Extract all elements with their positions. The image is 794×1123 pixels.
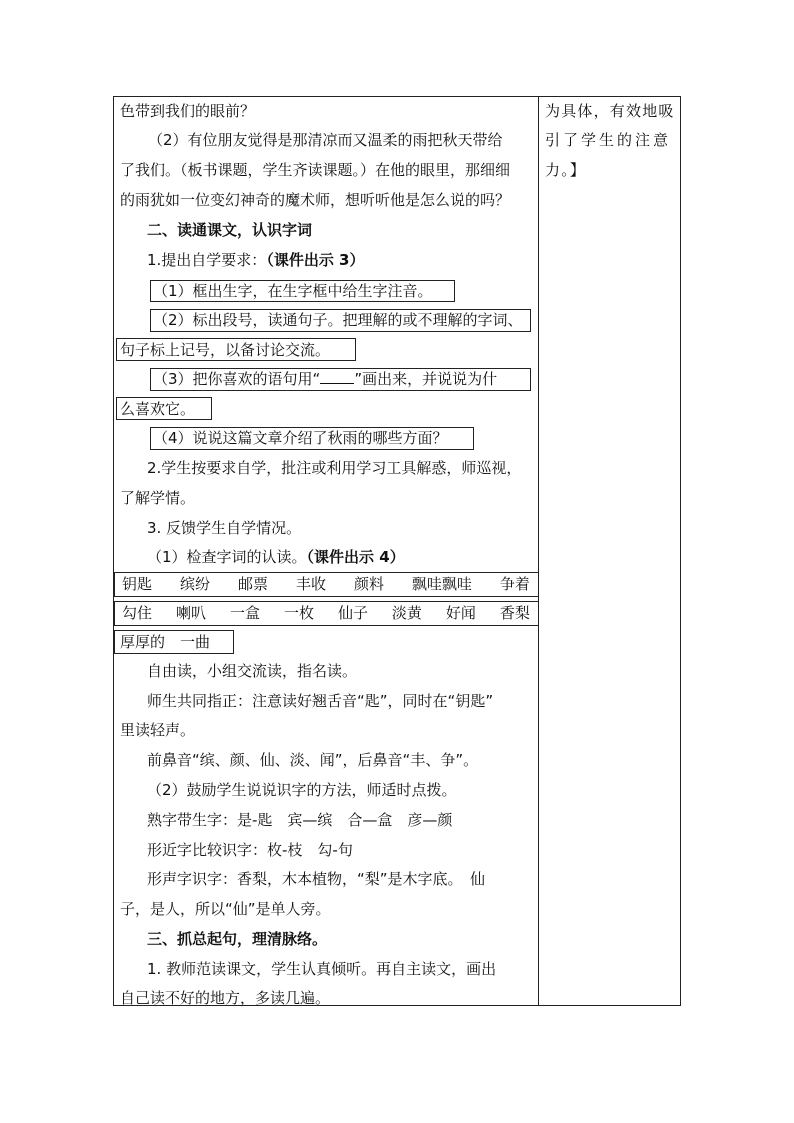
- text-line: 前鼻音“缤、颜、仙、淡、闻”，后鼻音“丰、争”。: [147, 751, 479, 769]
- lesson-table: [113, 96, 681, 1006]
- word-item: 好闻: [445, 604, 476, 622]
- word-list-row-2: [114, 603, 538, 623]
- requirement-2: （2）标出段号，读通句子。把理解的或不理解的字词、: [153, 311, 523, 329]
- text-line: 2.学生按要求自学，批注或利用学习工具解惑，师巡视，: [147, 459, 522, 477]
- word-item: 邮票: [237, 575, 268, 593]
- text-line: 色带到我们的眼前？: [120, 102, 256, 120]
- word-item: 颜料: [353, 575, 384, 593]
- word-list-row-3: [120, 632, 210, 652]
- text-line: 里读轻声。: [120, 721, 196, 739]
- text-line: （2）鼓励学生说说识字的方法，师适时点拨。: [147, 781, 457, 799]
- requirement-3: （3）把你喜欢的语句用“ ”画出来，并说说为什: [153, 370, 498, 388]
- text-line: 自己读不好的地方，多读几遍。: [120, 989, 331, 1007]
- word-item: 一盒: [229, 604, 260, 622]
- section-heading-3: 三、抓总起句，理清脉络。: [147, 930, 328, 948]
- word-item: 丰收: [295, 575, 326, 593]
- requirement-3-cont: 么喜欢它。: [120, 400, 196, 418]
- requirement-4: （4）说说这篇文章介绍了秋雨的哪些方面？: [153, 429, 448, 447]
- requirement-1: （1）框出生字，在生字框中给生字注音。: [153, 282, 433, 300]
- word-item: 仙子: [337, 604, 368, 622]
- text-line: （1）检查字词的认读。（课件出示 4）: [147, 548, 405, 566]
- text-line: 子，是人，所以“仙”是单人旁。: [120, 900, 331, 918]
- commentary-line: 引了学生的注意: [545, 131, 672, 149]
- text-line: 形声字识字：香梨，木本植物，“梨”是木字底。 仙: [147, 870, 486, 888]
- commentary-line: 力。】: [545, 161, 587, 179]
- word-item: 钥匙: [122, 575, 153, 593]
- word-item: 厚厚的: [120, 633, 166, 651]
- word-item: 缤纷: [179, 575, 210, 593]
- text-line: 3. 反馈学生自学情况。: [147, 519, 302, 537]
- section-heading-2: 二、读通课文，认识字词: [147, 221, 313, 239]
- text-line: 熟字带生字：是-匙 宾—缤 合—盒 彦—颜: [147, 811, 453, 829]
- word-list-row-1: [114, 574, 538, 594]
- word-item: 喇叭: [175, 604, 206, 622]
- requirement-2-cont: 句子标上记号，以备讨论交流。: [120, 341, 331, 359]
- word-item: 淡黄: [391, 604, 422, 622]
- text-line: 了我们。（板书课题，学生齐读课题。）在他的眼里，那细细: [120, 161, 511, 179]
- text-line: （2）有位朋友觉得是那清凉而又温柔的雨把秋天带给: [148, 131, 503, 149]
- text-line: 1.提出自学要求：（课件出示 3）: [147, 251, 365, 269]
- lesson-main-column: [114, 97, 538, 1005]
- text-line: 师生共同指正：注意读好翘舌音“匙”，同时在“钥匙”: [147, 692, 494, 710]
- word-item: 争着: [499, 575, 530, 593]
- word-item: 香梨: [499, 604, 530, 622]
- word-item: 一枚: [283, 604, 314, 622]
- text-line: 了解学情。: [120, 489, 196, 507]
- text-line: 形近字比较识字：枚-枝 勾-句: [147, 841, 353, 859]
- word-item: 飘哇飘哇: [411, 575, 472, 593]
- word-item: 一曲: [180, 633, 211, 651]
- text-line: 的雨犹如一位变幻神奇的魔术师，想听听他是怎么说的吗？: [120, 191, 511, 209]
- commentary-column: [539, 97, 680, 1005]
- text-line: 自由读，小组交流读，指名读。: [147, 662, 358, 680]
- text-line: 1. 教师范读课文，学生认真倾听。再自主读文，画出: [147, 960, 497, 978]
- word-item: 勾住: [122, 604, 153, 622]
- commentary-line: 为具体，有效地吸: [545, 102, 675, 120]
